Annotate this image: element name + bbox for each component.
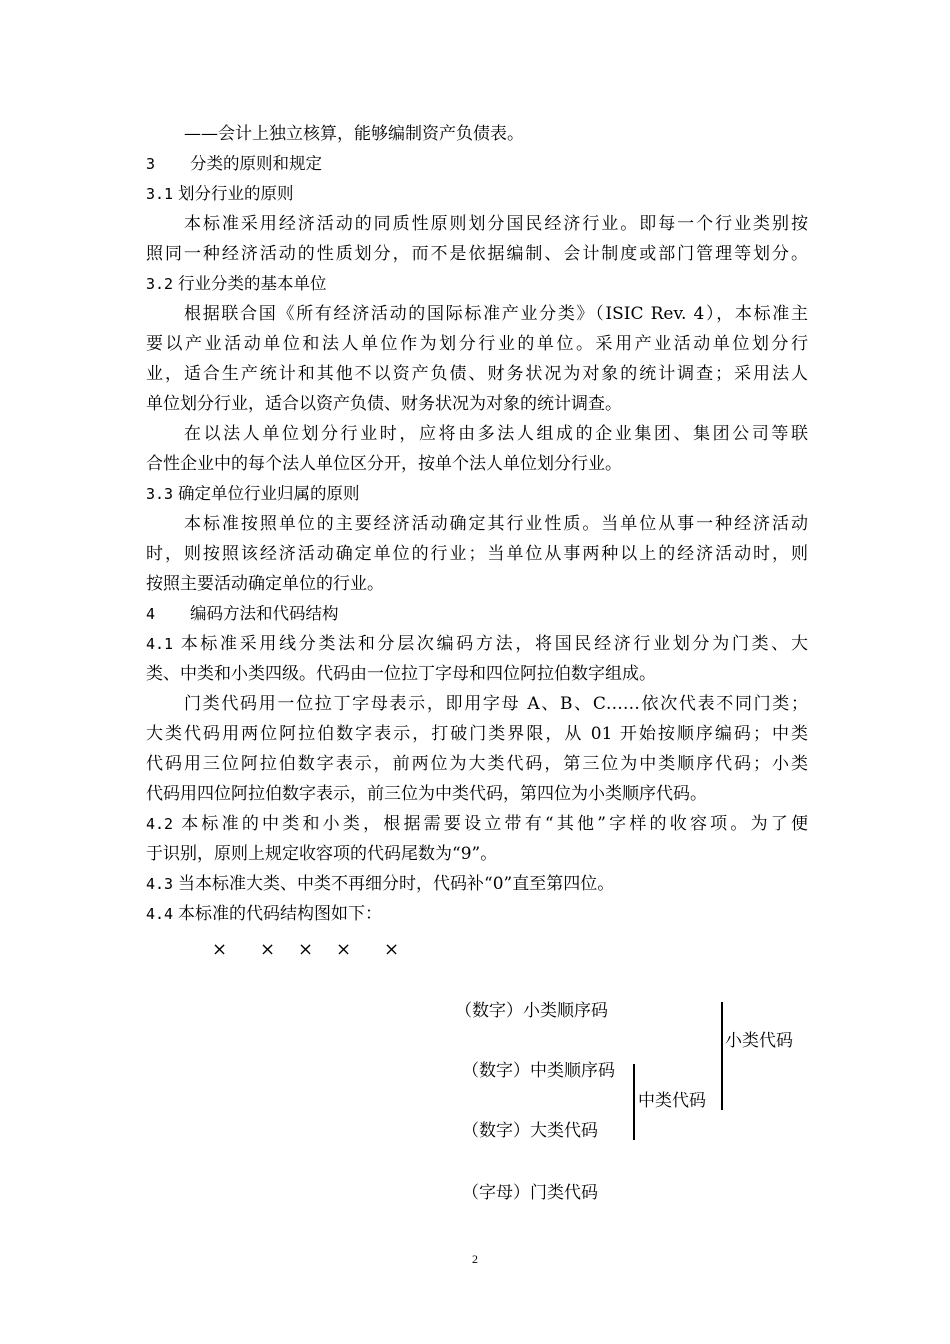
section-number: 4.1 (146, 635, 174, 653)
paragraph-line: 代码用四位阿拉伯数字表示，前三位为中类代码，第四位为小类顺序代码。 (146, 784, 707, 804)
paragraph-line: 合性企业中的每个法人单位区分开，按单个法人单位划分行业。 (146, 454, 622, 474)
paragraph-line: 于识别，原则上规定收容项的代码尾数为“9”。 (146, 844, 498, 864)
paragraph-text: 本标准采用线分类法和分层次编码方法，将国民经济行业划分为门类、大 (178, 634, 808, 654)
section-title: 划分行业的原则 (178, 184, 294, 203)
section-number: 4 (146, 605, 156, 623)
paragraph-line (146, 874, 614, 894)
code-position-mark: × (336, 939, 352, 960)
small-code-bracket (721, 1002, 723, 1110)
section-number: 3.3 (146, 485, 174, 503)
paragraph-line: 代码用三位阿拉伯数字表示，前两位为大类代码，第三位为中类顺序代码；小类 (146, 754, 808, 774)
page-number: 2 (472, 1252, 478, 1266)
mid-code-bracket (633, 1064, 635, 1140)
section-title: 分类的原则和规定 (190, 154, 322, 173)
paragraph-line: 要以产业活动单位和法人单位作为划分行业的单位。采用产业活动单位划分行 (146, 334, 808, 354)
section-heading-3-3 (146, 484, 360, 504)
paragraph-text: 本标准的中类和小类，根据需要设立带有“其他”字样的收容项。为了便 (178, 814, 808, 834)
paragraph-line: 按照主要活动确定单位的行业。 (146, 574, 384, 594)
section-number: 3.2 (146, 275, 174, 293)
section-heading-3-1 (146, 184, 294, 204)
paragraph-text: 当本标准大类、中类不再细分时，代码补“0”直至第四位。 (178, 874, 615, 894)
paragraph-line: 大类代码用两位阿拉伯数字表示，打破门类界限，从 01 开始按顺序编码；中类 (146, 724, 808, 744)
section-heading-3-2 (146, 274, 327, 294)
paragraph-line: 时，则按照该经济活动确定单位的行业；当单位从事两种以上的经济活动时，则 (146, 544, 808, 564)
paragraph-line (146, 904, 382, 924)
paragraph-line: 类、中类和小类四级。代码由一位拉丁字母和四位阿拉伯数字组成。 (146, 664, 656, 684)
paragraph-line: 在以法人单位划分行业时，应将由多法人组成的企业集团、集团公司等联 (184, 424, 808, 444)
section-number: 4.4 (146, 905, 174, 923)
paragraph-line: 照同一种经济活动的性质划分，而不是依据编制、会计制度或部门管理等划分。 (146, 244, 808, 264)
paragraph-line: 门类代码用一位拉丁字母表示，即用字母 A、B、C……依次代表不同门类； (184, 694, 808, 714)
paragraph-line: 本标准按照单位的主要经济活动确定其行业性质。当单位从事一种经济活动 (184, 514, 808, 534)
code-position-mark: × (298, 939, 314, 960)
paragraph-line: 业，适合生产统计和其他不以资产负债、财务状况为对象的统计调查；采用法人 (146, 364, 808, 384)
section-title: 行业分类的基本单位 (178, 274, 327, 293)
label-mid-class-code: 中类代码 (638, 1091, 706, 1111)
paragraph-line (146, 634, 808, 654)
section-number: 3.1 (146, 185, 174, 203)
code-position-mark: × (212, 939, 228, 960)
section-number: 4.3 (146, 875, 174, 893)
section-title: 确定单位行业归属的原则 (178, 484, 360, 503)
code-position-mark: × (260, 939, 276, 960)
paragraph-line: 本标准采用经济活动的同质性原则划分国民经济行业。即每一个行业类别按 (184, 214, 808, 234)
paragraph-line: 根据联合国《所有经济活动的国际标准产业分类》（ISIC Rev. 4），本标准主 (184, 304, 808, 324)
paragraph-text: 本标准的代码结构图如下： (178, 904, 382, 924)
text-line: ——会计上独立核算，能够编制资产负债表。 (184, 124, 524, 144)
label-section-code: （字母）门类代码 (462, 1183, 598, 1203)
section-number: 4.2 (146, 815, 174, 833)
code-position-mark: × (384, 939, 400, 960)
paragraph-line: 单位划分行业，适合以资产负债、财务状况为对象的统计调查。 (146, 394, 622, 414)
section-heading-4 (146, 604, 339, 624)
section-heading-3 (146, 154, 322, 174)
label-major-class-code: （数字）大类代码 (462, 1121, 598, 1141)
paragraph-line (146, 814, 808, 834)
section-number: 3 (146, 155, 156, 173)
section-title: 编码方法和代码结构 (190, 604, 339, 623)
label-mid-class-sequence: （数字）中类顺序码 (462, 1061, 615, 1081)
label-small-class-code: 小类代码 (725, 1031, 793, 1051)
label-small-class-sequence: （数字）小类顺序码 (455, 1001, 608, 1021)
